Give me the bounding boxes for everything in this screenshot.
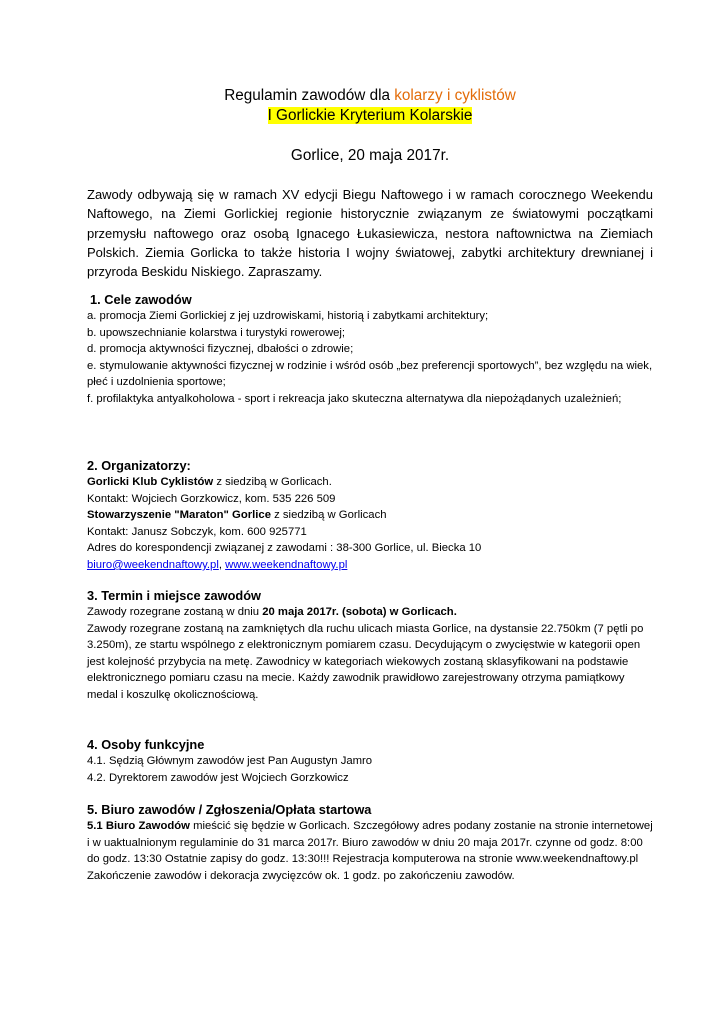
organizer-2-contact: Kontakt: Janusz Sobczyk, kom. 600 925771 [87, 525, 307, 538]
date-place-body: Zawody rozegrane zostaną na zamkniętych dla ruchu ulicach miasta Gorlice, na dystansie 22.750km (7 pętli po 3.250m), ze startu wspólnego z elektronicznym pomiarem czasu. Decydującym o zwycięstwie w kategorii open jest kolejność przybycia na metę. Zawodnicy w kategoriach wiekowych zostaną sklasyfikowani na podstawie elektronicznego pomiaru czasu na mecie. Każdy zawodnik prawidłowo zarejestrowany otrzyma pamiątkowy medal i koszulkę okolicznościową. [87, 622, 644, 701]
section-organizers-heading: 2. Organizatorzy: [87, 458, 191, 473]
subtitle-text: I Gorlickie Kryterium Kolarskie [267, 107, 473, 124]
website-link[interactable]: www.weekendnaftowy.pl [225, 558, 348, 571]
title-highlight: kolarzy i cyklistów [394, 87, 516, 104]
office-subheading: 5.1 Biuro Zawodów [87, 820, 190, 832]
document-subtitle [87, 106, 653, 126]
link-separator: , [218, 558, 226, 571]
correspondence-address: Adres do korespondencji związanej z zawodami : 38-300 Gorlice, ul. Biecka 10 [87, 542, 482, 555]
organizer-1-seat: z siedzibą w Gorlicach. [213, 476, 332, 488]
office-body: mieścić się będzie w Gorlicach. Szczegółowy adres podany zostanie na stronie internetowej i w uaktualnionym regulaminie do 31 marca 2017r. Biuro zawodów w dniu 20 maja 2017r. czynne od godz. 8:00 do godz. 13:30 Ostatnie zapisy do godz. 13:30!!! Rejestracja komputerowa na stronie www.weekendnaftowy.pl [87, 820, 653, 866]
organizer-1-name: Gorlicki Klub Cyklistów [87, 476, 214, 488]
goal-item: a. promocja Ziemi Gorlickiej z jej uzdrowiskami, historią i zabytkami architektury; [87, 310, 489, 322]
official-item: 4.1. Sędzią Głównym zawodów jest Pan Augustyn Jamro [87, 755, 373, 767]
document-date: Gorlice, 20 maja 2017r. [290, 147, 450, 164]
organizer-1-contact: Kontakt: Wojciech Gorzkowicz, kom. 535 226 509 [87, 492, 336, 505]
intro-paragraph: Zawody odbywają się w ramach XV edycji Biegu Naftowego i w ramach corocznego Weekendu Naftowego, na Ziemi Gorlickiej regionie historycznie związanym ze światowymi początkami przemysłu naftowego oraz osobą Ignacego Łukasiewicza, nestora naftownictwa na Ziemiach Polskich. Ziemia Gorlicka to także historia I wojny światowej, zabytki architektury drewnianej i przyroda Beskidu Niskiego. Zapraszamy. [87, 187, 653, 280]
section-goals-heading: 1. Cele zawodów [90, 292, 192, 307]
date-line-prefix: Zawody rozegrane zostaną w dniu [87, 606, 263, 618]
section-office-heading: 5. Biuro zawodów / Zgłoszenia/Opłata startowa [87, 802, 372, 817]
goal-item: e. stymulowanie aktywności fizycznej w rodzinie i wśród osób „bez preferencji sportowych”, bez względu na wiek, płeć i uzdolnienia sportowe; [87, 359, 653, 389]
goal-item: b. upowszechnianie kolarstwa i turystyki rowerowej; [87, 326, 346, 339]
organizer-2-name: Stowarzyszenie "Maraton" Gorlice [87, 509, 271, 522]
section-goals [87, 291, 653, 408]
date-line-bold: 20 maja 2017r. (sobota) w Gorlicach. [262, 606, 457, 618]
section-organizers [87, 457, 653, 574]
section-office [87, 801, 653, 884]
goal-item: d. promocja aktywności fizycznej, dbałości o zdrowie; [87, 343, 354, 356]
document-title [87, 86, 653, 106]
section-officials-heading: 4. Osoby funkcyjne [87, 737, 205, 752]
email-link[interactable]: biuro@weekendnaftowy.pl [87, 558, 219, 571]
organizer-2-seat: z siedzibą w Gorlicach [270, 509, 387, 522]
goal-item: f. profilaktyka antyalkoholowa - sport i rekreacja jako skuteczna alternatywa dla niepożądanych uzależnień; [87, 392, 622, 405]
section-date-place-heading: 3. Termin i miejsce zawodów [87, 588, 261, 603]
official-item: 4.2. Dyrektorem zawodów jest Wojciech Gorzkowicz [87, 771, 349, 784]
section-date-place [87, 587, 653, 704]
section-officials [87, 736, 653, 786]
title-prefix: Regulamin zawodów dla [224, 87, 390, 104]
closing-text: Zakończenie zawodów i dekoracja zwycięzców ok. 1 godz. po zakończeniu zawodów. [87, 869, 515, 882]
